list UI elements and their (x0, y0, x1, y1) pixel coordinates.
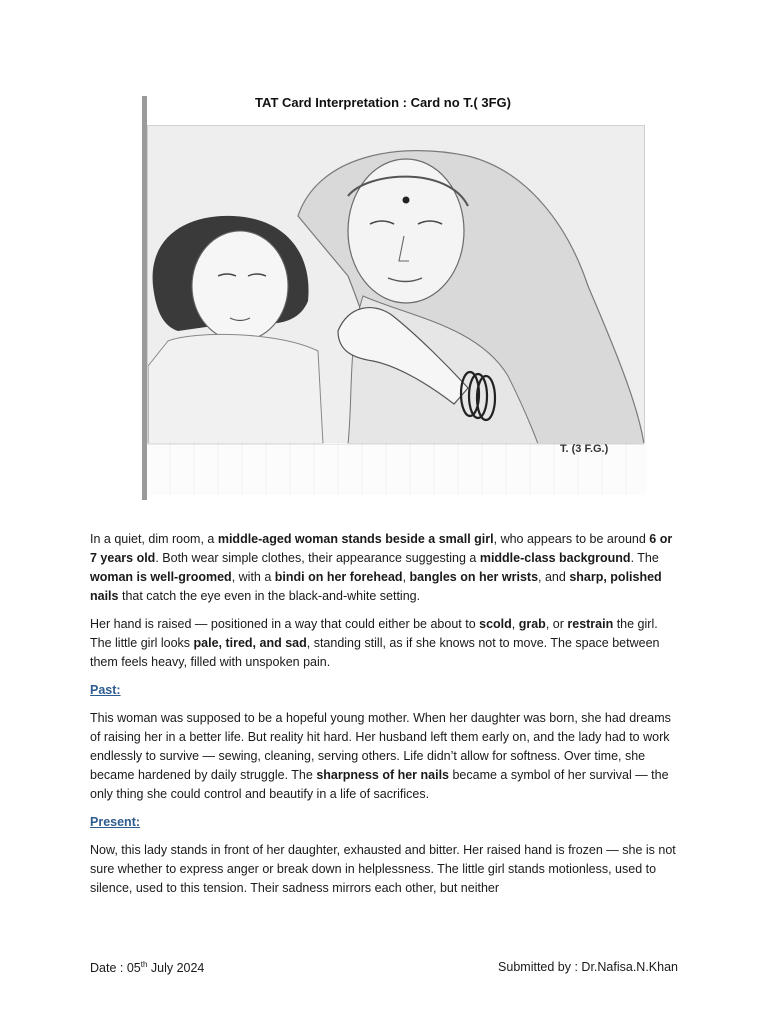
interpretation-text (90, 530, 682, 907)
submitted-by: Submitted by : Dr.Nafisa.N.Khan (498, 960, 678, 974)
card-title: TAT Card Interpretation : Card no T.( 3FG) (255, 95, 511, 110)
date-line: Date : 05th July 2024 (90, 960, 205, 976)
footer (90, 960, 678, 975)
hand-paragraph: Her hand is raised — positioned in a way that could either be about to scold, grab, or restrain the girl. The little girl looks pale, tired, and sad, standing still, as if she knows not to move. The space between them feels heavy, filled with unspoken pain. (90, 617, 660, 669)
card-caption: T. (3 F.G.) (560, 443, 609, 455)
tat-card-illustration (147, 125, 645, 445)
past-paragraph: This woman was supposed to be a hopeful young mother. When her daughter was born, she had dreams of raising her in a better life. But reality hit hard. Her husband left them early on, and the lady had to work endlessly to survive — sewing, cleaning, serving others. Life didn’t allow for softness. Over time, she became hardened by daily struggle. The sharpness of her nails became a symbol of her survival — the only thing she could control and beautify in a life of sacrifices. (90, 711, 671, 801)
present-paragraph: Now, this lady stands in front of her daughter, exhausted and bitter. Her raised hand is frozen — she is not sure whether to express anger or break down in helplessness. The little girl stands motionless, used to silence, used to this tension. Their sadness mirrors each other, but neither (90, 843, 676, 895)
present-heading: Present: (90, 815, 141, 829)
past-heading: Past: (90, 683, 121, 697)
description-paragraph: In a quiet, dim room, a middle-aged woman stands beside a small girl, who appears to be around 6 or 7 years old. Both wear simple clothes, their appearance suggesting a middle-class background. The woman is well-groomed, with a bindi on her forehead, bangles on her wrists, and sharp, polished nails that catch the eye even in the black-and-white setting. (90, 532, 673, 603)
